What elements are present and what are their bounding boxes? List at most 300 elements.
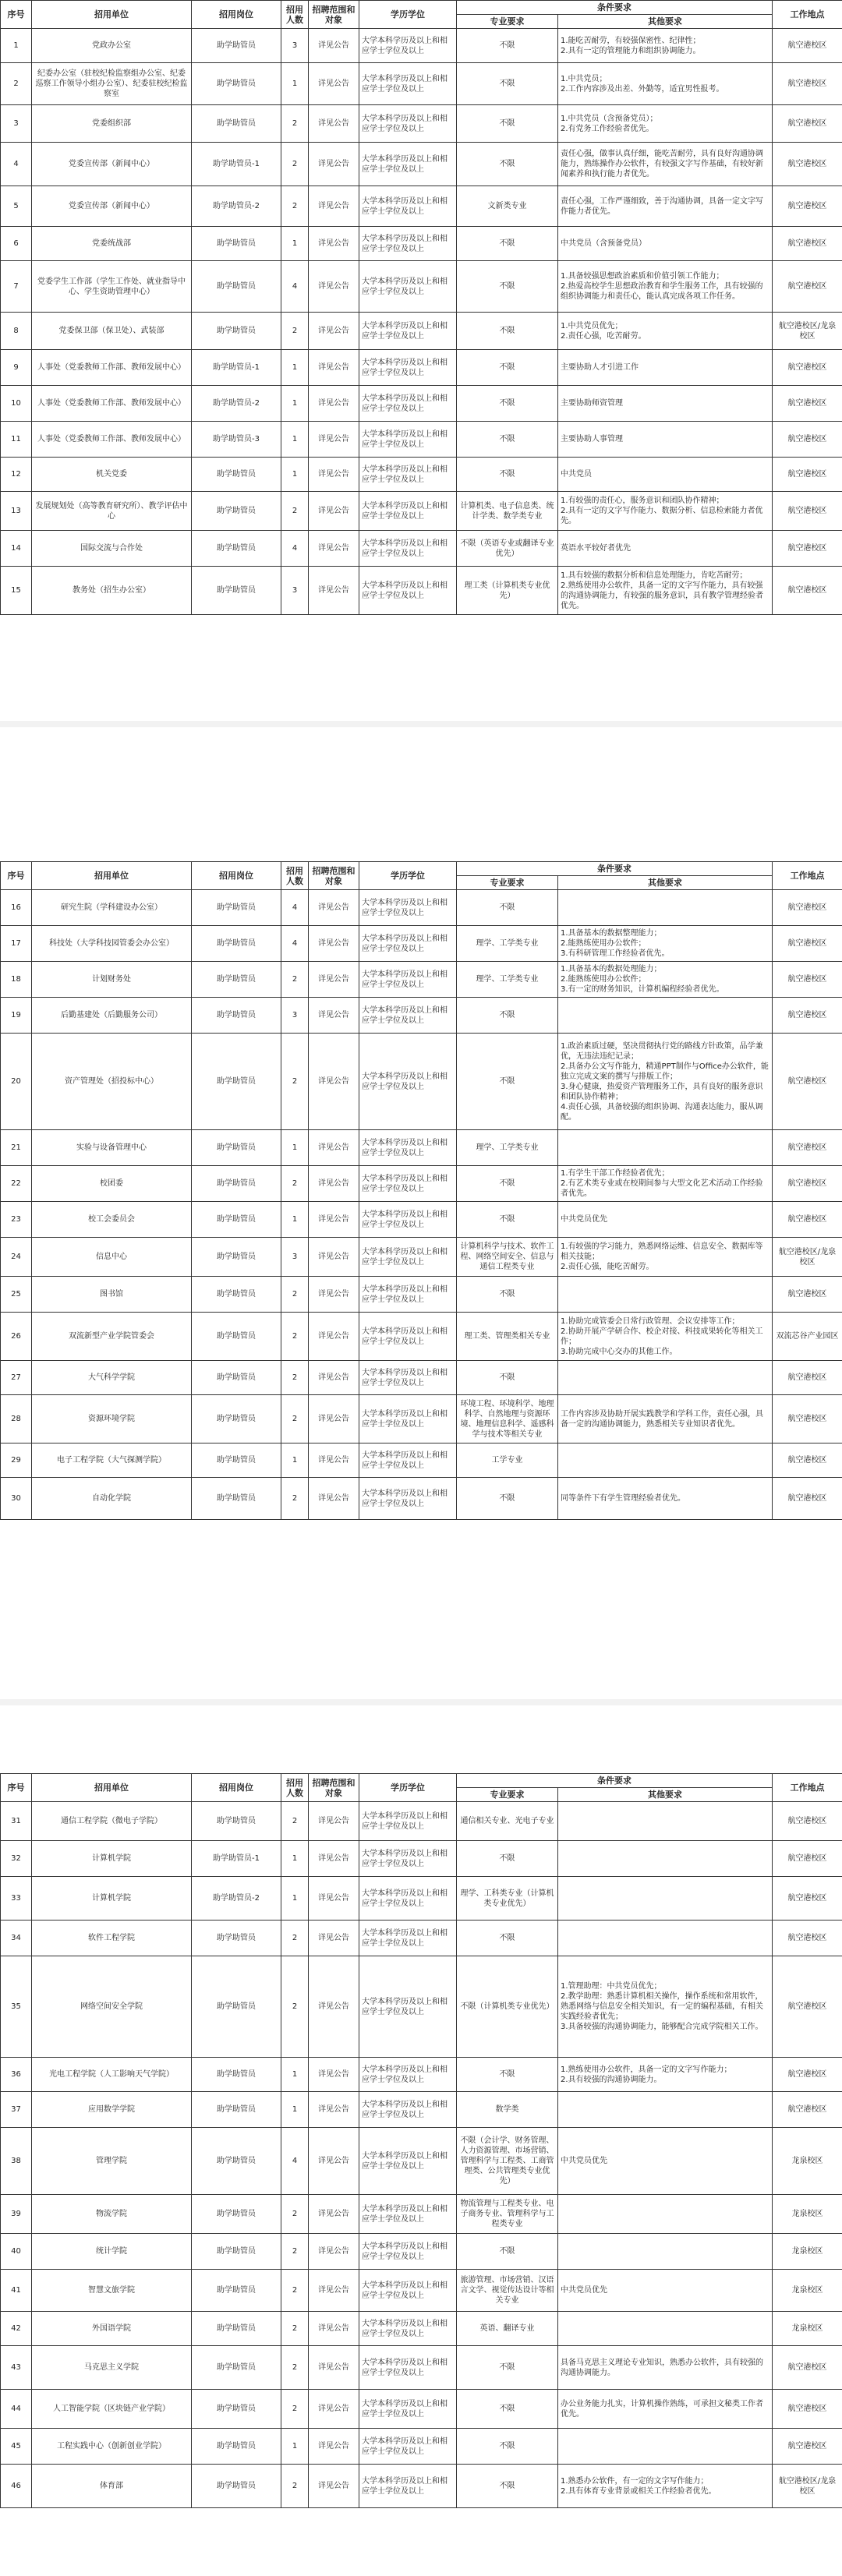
location-cell: 航空港校区	[773, 1202, 842, 1238]
other-cell: 1.熟悉办公软件，有一定的文字写作能力； 2.具有体育专业背景或相关工作经验者优先。	[558, 2465, 773, 2508]
table-row	[1, 422, 842, 458]
position-cell: 助学助管员-2	[192, 186, 281, 227]
position-cell: 助学助管员	[192, 1166, 281, 1202]
scope-cell: 详见公告	[309, 105, 359, 143]
location-cell: 航空港校区	[773, 350, 842, 386]
scope-cell: 详见公告	[309, 386, 359, 422]
major-cell: 不限	[457, 998, 558, 1034]
education-cell: 大学本科学历及以上和相应学士学位及以上	[359, 531, 457, 567]
location-cell: 龙泉校区	[773, 2128, 842, 2195]
table-row	[1, 2390, 842, 2429]
header-education: 学历学位	[359, 1774, 457, 1802]
seq-cell: 6	[1, 227, 32, 261]
unit-cell: 研究生院（学科建设办公室）	[32, 890, 192, 926]
table-row	[1, 1802, 842, 1841]
location-cell: 航空港校区/龙泉校区	[773, 313, 842, 350]
position-cell: 助学助管员	[192, 492, 281, 531]
scope-cell: 详见公告	[309, 492, 359, 531]
count-cell: 2	[281, 2234, 309, 2270]
scope-cell: 详见公告	[309, 422, 359, 458]
education-cell: 大学本科学历及以上和相应学士学位及以上	[359, 1313, 457, 1361]
major-cell: 数学类	[457, 2092, 558, 2128]
table-page-3	[0, 1773, 842, 2508]
unit-cell: 计划财务处	[32, 962, 192, 998]
seq-cell: 20	[1, 1034, 32, 1130]
unit-cell: 国际交流与合作处	[32, 531, 192, 567]
other-cell: 中共党员（含预备党员）	[558, 227, 773, 261]
count-cell: 3	[281, 29, 309, 63]
count-cell: 1	[281, 458, 309, 492]
unit-cell: 后勤基建处（后勤服务公司）	[32, 998, 192, 1034]
position-cell: 助学助管员	[192, 890, 281, 926]
table-row	[1, 227, 842, 261]
scope-cell: 详见公告	[309, 63, 359, 105]
seq-cell: 43	[1, 2346, 32, 2390]
table-row	[1, 1238, 842, 1277]
major-cell: 不限	[457, 2429, 558, 2465]
education-cell: 大学本科学历及以上和相应学士学位及以上	[359, 1238, 457, 1277]
position-cell: 助学助管员	[192, 1034, 281, 1130]
major-cell: 工学专业	[457, 1443, 558, 1478]
count-cell: 2	[281, 1361, 309, 1395]
other-cell: 责任心强，工作严谨细致，善于沟通协调，具备一定文字写作能力者优先。	[558, 186, 773, 227]
scope-cell: 详见公告	[309, 261, 359, 313]
location-cell: 航空港校区	[773, 63, 842, 105]
position-cell: 助学助管员	[192, 2128, 281, 2195]
count-cell: 1	[281, 350, 309, 386]
education-cell: 大学本科学历及以上和相应学士学位及以上	[359, 2058, 457, 2092]
location-cell: 航空港校区	[773, 1956, 842, 2058]
table-row	[1, 926, 842, 962]
position-cell: 助学助管员	[192, 1202, 281, 1238]
education-cell: 大学本科学历及以上和相应学士学位及以上	[359, 2465, 457, 2508]
seq-cell: 10	[1, 386, 32, 422]
position-cell: 助学助管员	[192, 105, 281, 143]
count-cell: 1	[281, 2092, 309, 2128]
position-cell: 助学助管员	[192, 1443, 281, 1478]
position-cell: 助学助管员	[192, 2390, 281, 2429]
count-cell: 2	[281, 1802, 309, 1841]
scope-cell: 详见公告	[309, 1313, 359, 1361]
other-cell	[558, 1877, 773, 1921]
header-unit: 招用单位	[32, 1774, 192, 1802]
major-cell: 通信相关专业、光电子专业	[457, 1802, 558, 1841]
scope-cell: 详见公告	[309, 227, 359, 261]
table-row	[1, 531, 842, 567]
position-cell: 助学助管员	[192, 458, 281, 492]
scope-cell: 详见公告	[309, 458, 359, 492]
header-seq: 序号	[1, 862, 32, 890]
major-cell: 不限	[457, 1921, 558, 1956]
education-cell: 大学本科学历及以上和相应学士学位及以上	[359, 386, 457, 422]
table-row	[1, 2270, 842, 2312]
other-cell: 1.协助完成管委会日常行政管理、会议安排等工作； 2.协助开展产学研合作、校企对接、科技成果转化等相关工作； 3.协助完成中心交办的其他工作。	[558, 1313, 773, 1361]
other-cell	[558, 1443, 773, 1478]
unit-cell: 人工智能学院（区块链产业学院）	[32, 2390, 192, 2429]
unit-cell: 党委宣传部（新闻中心）	[32, 143, 192, 186]
header-seq: 序号	[1, 1774, 32, 1802]
recruitment-table	[0, 0, 842, 615]
education-cell: 大学本科学历及以上和相应学士学位及以上	[359, 567, 457, 615]
count-cell: 1	[281, 2429, 309, 2465]
count-cell: 2	[281, 105, 309, 143]
seq-cell: 11	[1, 422, 32, 458]
major-cell: 不限	[457, 2346, 558, 2390]
location-cell: 航空港校区	[773, 1277, 842, 1313]
education-cell: 大学本科学历及以上和相应学士学位及以上	[359, 492, 457, 531]
seq-cell: 2	[1, 63, 32, 105]
page-separator	[0, 1699, 842, 1705]
other-cell: 同等条件下有学生管理经验者优先。	[558, 1478, 773, 1520]
table-row	[1, 29, 842, 63]
location-cell: 航空港校区	[773, 2058, 842, 2092]
location-cell: 航空港校区	[773, 386, 842, 422]
table-row	[1, 1921, 842, 1956]
table-row	[1, 1313, 842, 1361]
header-major: 专业要求	[457, 1788, 558, 1802]
scope-cell: 详见公告	[309, 1034, 359, 1130]
other-cell: 主要协助师资管理	[558, 386, 773, 422]
location-cell: 航空港校区	[773, 926, 842, 962]
major-cell: 不限	[457, 2465, 558, 2508]
education-cell: 大学本科学历及以上和相应学士学位及以上	[359, 227, 457, 261]
location-cell: 龙泉校区	[773, 2270, 842, 2312]
unit-cell: 校团委	[32, 1166, 192, 1202]
other-cell: 中共党员	[558, 458, 773, 492]
scope-cell: 详见公告	[309, 1202, 359, 1238]
position-cell: 助学助管员-1	[192, 1841, 281, 1877]
scope-cell: 详见公告	[309, 2346, 359, 2390]
position-cell: 助学助管员	[192, 2092, 281, 2128]
position-cell: 助学助管员	[192, 1921, 281, 1956]
major-cell: 不限	[457, 105, 558, 143]
header-count: 招用人数	[281, 1, 309, 29]
page-separator	[0, 721, 842, 727]
header-unit: 招用单位	[32, 862, 192, 890]
location-cell: 航空港校区	[773, 2346, 842, 2390]
header-other: 其他要求	[558, 1788, 773, 1802]
education-cell: 大学本科学历及以上和相应学士学位及以上	[359, 962, 457, 998]
table-page-2	[0, 861, 842, 1520]
scope-cell: 详见公告	[309, 29, 359, 63]
education-cell: 大学本科学历及以上和相应学士学位及以上	[359, 1034, 457, 1130]
position-cell: 助学助管员	[192, 2195, 281, 2234]
scope-cell: 详见公告	[309, 998, 359, 1034]
education-cell: 大学本科学历及以上和相应学士学位及以上	[359, 1277, 457, 1313]
header-count: 招用人数	[281, 862, 309, 890]
seq-cell: 45	[1, 2429, 32, 2465]
unit-cell: 机关党委	[32, 458, 192, 492]
other-cell	[558, 2312, 773, 2346]
other-cell	[558, 1921, 773, 1956]
table-row	[1, 492, 842, 531]
table-row	[1, 2312, 842, 2346]
unit-cell: 信息中心	[32, 1238, 192, 1277]
count-cell: 2	[281, 1956, 309, 2058]
seq-cell: 8	[1, 313, 32, 350]
other-cell	[558, 1802, 773, 1841]
header-requirements: 条件要求	[457, 1, 773, 15]
unit-cell: 纪委办公室（驻校纪检监察组办公室、纪委巡察工作领导小组办公室）、纪委驻校纪检监察室	[32, 63, 192, 105]
other-cell: 1.中共党员； 2.工作内容涉及出差、外勤等，适宜男性报考。	[558, 63, 773, 105]
unit-cell: 统计学院	[32, 2234, 192, 2270]
education-cell: 大学本科学历及以上和相应学士学位及以上	[359, 926, 457, 962]
position-cell: 助学助管员	[192, 1478, 281, 1520]
other-cell	[558, 2195, 773, 2234]
table-row	[1, 1841, 842, 1877]
header-scope: 招聘范围和对象	[309, 862, 359, 890]
major-cell: 不限	[457, 2058, 558, 2092]
unit-cell: 大气科学学院	[32, 1361, 192, 1395]
location-cell: 航空港校区	[773, 1166, 842, 1202]
scope-cell: 详见公告	[309, 1443, 359, 1478]
other-cell	[558, 1277, 773, 1313]
unit-cell: 人事处（党委教师工作部、教师发展中心）	[32, 422, 192, 458]
scope-cell: 详见公告	[309, 2058, 359, 2092]
major-cell: 不限	[457, 1361, 558, 1395]
major-cell: 不限	[457, 2390, 558, 2429]
header-major: 专业要求	[457, 15, 558, 29]
table-row	[1, 458, 842, 492]
header-position: 招用岗位	[192, 862, 281, 890]
education-cell: 大学本科学历及以上和相应学士学位及以上	[359, 2128, 457, 2195]
seq-cell: 23	[1, 1202, 32, 1238]
table-row	[1, 1361, 842, 1395]
other-cell: 中共党员优先	[558, 2128, 773, 2195]
unit-cell: 人事处（党委教师工作部、教师发展中心）	[32, 350, 192, 386]
major-cell: 不限	[457, 313, 558, 350]
unit-cell: 工程实践中心（创新创业学院）	[32, 2429, 192, 2465]
seq-cell: 29	[1, 1443, 32, 1478]
major-cell: 不限	[457, 143, 558, 186]
education-cell: 大学本科学历及以上和相应学士学位及以上	[359, 105, 457, 143]
location-cell: 航空港校区	[773, 2092, 842, 2128]
count-cell: 2	[281, 1313, 309, 1361]
unit-cell: 实验与设备管理中心	[32, 1130, 192, 1166]
header-requirements: 条件要求	[457, 1774, 773, 1788]
education-cell: 大学本科学历及以上和相应学士学位及以上	[359, 1443, 457, 1478]
table-row	[1, 2092, 842, 2128]
position-cell: 助学助管员	[192, 567, 281, 615]
header-position: 招用岗位	[192, 1, 281, 29]
location-cell: 航空港校区	[773, 567, 842, 615]
other-cell: 办公业务能力扎实，计算机操作熟练，可承担文秘类工作者优先。	[558, 2390, 773, 2429]
other-cell: 中共党员优先	[558, 1202, 773, 1238]
table-row	[1, 1877, 842, 1921]
unit-cell: 物流学院	[32, 2195, 192, 2234]
major-cell: 英语、翻译专业	[457, 2312, 558, 2346]
scope-cell: 详见公告	[309, 1877, 359, 1921]
seq-cell: 12	[1, 458, 32, 492]
seq-cell: 5	[1, 186, 32, 227]
header-education: 学历学位	[359, 862, 457, 890]
location-cell: 航空港校区	[773, 227, 842, 261]
location-cell: 航空港校区	[773, 1443, 842, 1478]
position-cell: 助学助管员	[192, 29, 281, 63]
education-cell: 大学本科学历及以上和相应学士学位及以上	[359, 2346, 457, 2390]
other-cell: 中共党员优先	[558, 2270, 773, 2312]
location-cell: 航空港校区	[773, 105, 842, 143]
count-cell: 2	[281, 2390, 309, 2429]
unit-cell: 计算机学院	[32, 1841, 192, 1877]
seq-cell: 1	[1, 29, 32, 63]
scope-cell: 详见公告	[309, 1277, 359, 1313]
position-cell: 助学助管员	[192, 313, 281, 350]
position-cell: 助学助管员	[192, 2429, 281, 2465]
count-cell: 1	[281, 2058, 309, 2092]
table-row	[1, 890, 842, 926]
education-cell: 大学本科学历及以上和相应学士学位及以上	[359, 2390, 457, 2429]
seq-cell: 41	[1, 2270, 32, 2312]
count-cell: 2	[281, 186, 309, 227]
seq-cell: 31	[1, 1802, 32, 1841]
scope-cell: 详见公告	[309, 2092, 359, 2128]
major-cell: 不限	[457, 350, 558, 386]
position-cell: 助学助管员	[192, 1956, 281, 2058]
position-cell: 助学助管员	[192, 1130, 281, 1166]
scope-cell: 详见公告	[309, 350, 359, 386]
count-cell: 2	[281, 2312, 309, 2346]
scope-cell: 详见公告	[309, 2195, 359, 2234]
other-cell: 1.具有较强的数据分析和信息处理能力，肯吃苦耐劳； 2.熟练使用办公软件，具备一定的文字写作能力，具有较强的沟通协调能力，有较强的服务意识，具有教学管理经验者优先。	[558, 567, 773, 615]
count-cell: 4	[281, 890, 309, 926]
major-cell: 不限	[457, 890, 558, 926]
table-row	[1, 1277, 842, 1313]
other-cell	[558, 2092, 773, 2128]
unit-cell: 教务处（招生办公室）	[32, 567, 192, 615]
seq-cell: 30	[1, 1478, 32, 1520]
position-cell: 助学助管员-3	[192, 422, 281, 458]
major-cell: 物流管理与工程类专业、电子商务专业、管理科学与工程类专业	[457, 2195, 558, 2234]
count-cell: 1	[281, 227, 309, 261]
major-cell: 不限	[457, 261, 558, 313]
count-cell: 2	[281, 2465, 309, 2508]
position-cell: 助学助管员	[192, 2270, 281, 2312]
count-cell: 3	[281, 1238, 309, 1277]
scope-cell: 详见公告	[309, 1238, 359, 1277]
unit-cell: 人事处（党委教师工作部、教师发展中心）	[32, 386, 192, 422]
header-other: 其他要求	[558, 15, 773, 29]
count-cell: 2	[281, 1395, 309, 1443]
table-row	[1, 1443, 842, 1478]
position-cell: 助学助管员	[192, 2465, 281, 2508]
major-cell: 不限	[457, 227, 558, 261]
education-cell: 大学本科学历及以上和相应学士学位及以上	[359, 1956, 457, 2058]
unit-cell: 资产管理处（招投标中心）	[32, 1034, 192, 1130]
header-location: 工作地点	[773, 1774, 842, 1802]
seq-cell: 26	[1, 1313, 32, 1361]
unit-cell: 管理学院	[32, 2128, 192, 2195]
position-cell: 助学助管员	[192, 962, 281, 998]
other-cell: 1.具备较强思想政治素质和价值引领工作能力； 2.热爱高校学生思想政治教育和学生服务工作，具有较强的组织协调能力和责任心，能认真完成各项工作任务。	[558, 261, 773, 313]
location-cell: 双流芯谷产业园区	[773, 1313, 842, 1361]
education-cell: 大学本科学历及以上和相应学士学位及以上	[359, 2234, 457, 2270]
education-cell: 大学本科学历及以上和相应学士学位及以上	[359, 350, 457, 386]
other-cell	[558, 1841, 773, 1877]
major-cell: 不限	[457, 63, 558, 105]
header-location: 工作地点	[773, 862, 842, 890]
major-cell: 理学、工学类专业	[457, 1130, 558, 1166]
scope-cell: 详见公告	[309, 1361, 359, 1395]
location-cell: 航空港校区	[773, 2429, 842, 2465]
position-cell: 助学助管员	[192, 261, 281, 313]
unit-cell: 资源环境学院	[32, 1395, 192, 1443]
count-cell: 1	[281, 1202, 309, 1238]
education-cell: 大学本科学历及以上和相应学士学位及以上	[359, 2429, 457, 2465]
location-cell: 航空港校区	[773, 890, 842, 926]
unit-cell: 党政办公室	[32, 29, 192, 63]
count-cell: 1	[281, 422, 309, 458]
major-cell: 不限（英语专业或翻译专业优先）	[457, 531, 558, 567]
other-cell: 1.有较强的责任心，服务意识和团队协作精神； 2.具有一定的文字写作能力、数据分析、信息检索能力者优先。	[558, 492, 773, 531]
major-cell: 不限	[457, 1034, 558, 1130]
unit-cell: 马克思主义学院	[32, 2346, 192, 2390]
location-cell: 航空港校区	[773, 29, 842, 63]
education-cell: 大学本科学历及以上和相应学士学位及以上	[359, 261, 457, 313]
table-row	[1, 998, 842, 1034]
count-cell: 3	[281, 567, 309, 615]
seq-cell: 34	[1, 1921, 32, 1956]
position-cell: 助学助管员	[192, 2058, 281, 2092]
position-cell: 助学助管员-2	[192, 1877, 281, 1921]
count-cell: 2	[281, 1034, 309, 1130]
other-cell: 1.熟练使用办公软件，具备一定的文字写作能力； 2.具有较强的沟通协调能力。	[558, 2058, 773, 2092]
unit-cell: 党委保卫部（保卫处）、武装部	[32, 313, 192, 350]
major-cell: 计算机类、电子信息类、统计学类、数学类专业	[457, 492, 558, 531]
count-cell: 1	[281, 1443, 309, 1478]
unit-cell: 软件工程学院	[32, 1921, 192, 1956]
location-cell: 龙泉校区	[773, 2195, 842, 2234]
major-cell: 不限	[457, 1841, 558, 1877]
seq-cell: 27	[1, 1361, 32, 1395]
education-cell: 大学本科学历及以上和相应学士学位及以上	[359, 29, 457, 63]
location-cell: 航空港校区/龙泉校区	[773, 2465, 842, 2508]
education-cell: 大学本科学历及以上和相应学士学位及以上	[359, 313, 457, 350]
table-row	[1, 1478, 842, 1520]
header-requirements: 条件要求	[457, 862, 773, 876]
table-row	[1, 313, 842, 350]
count-cell: 4	[281, 926, 309, 962]
education-cell: 大学本科学历及以上和相应学士学位及以上	[359, 1478, 457, 1520]
major-cell: 不限（会计学、财务管理、人力资源管理、市场营销、管理科学与工程类、工商管理类、公共管理类专业优先）	[457, 2128, 558, 2195]
seq-cell: 14	[1, 531, 32, 567]
seq-cell: 24	[1, 1238, 32, 1277]
table-row	[1, 386, 842, 422]
location-cell: 航空港校区	[773, 998, 842, 1034]
seq-cell: 7	[1, 261, 32, 313]
major-cell: 不限	[457, 422, 558, 458]
location-cell: 航空港校区	[773, 422, 842, 458]
header-location: 工作地点	[773, 1, 842, 29]
table-row	[1, 261, 842, 313]
scope-cell: 详见公告	[309, 1956, 359, 2058]
unit-cell: 党委宣传部（新闻中心）	[32, 186, 192, 227]
major-cell: 理工类（计算机类专业优先）	[457, 567, 558, 615]
seq-cell: 32	[1, 1841, 32, 1877]
scope-cell: 详见公告	[309, 2429, 359, 2465]
location-cell: 航空港校区	[773, 2390, 842, 2429]
other-cell: 1.有较强的学习能力，熟悉网络运维、信息安全、数据库等相关技能； 2.责任心强，能吃苦耐劳。	[558, 1238, 773, 1277]
table-row	[1, 350, 842, 386]
table-row	[1, 2234, 842, 2270]
other-cell	[558, 1361, 773, 1395]
count-cell: 1	[281, 386, 309, 422]
education-cell: 大学本科学历及以上和相应学士学位及以上	[359, 890, 457, 926]
location-cell: 航空港校区	[773, 261, 842, 313]
other-cell: 1.政治素质过硬，坚决贯彻执行党的路线方针政策，品学兼优，无违法违纪记录； 2.具备办公文写作能力，精通PPT制作与Office办公软件，能独立完成文案的撰写与排版工作； 3.身心健康，热爱资产管理服务工作，具有良好的服务意识和团队协作精神； 4.责任心强，具备较强的组织协调、沟通表达能力，服从调配。	[558, 1034, 773, 1130]
position-cell: 助学助管员	[192, 1802, 281, 1841]
major-cell: 理学、工学类专业	[457, 926, 558, 962]
